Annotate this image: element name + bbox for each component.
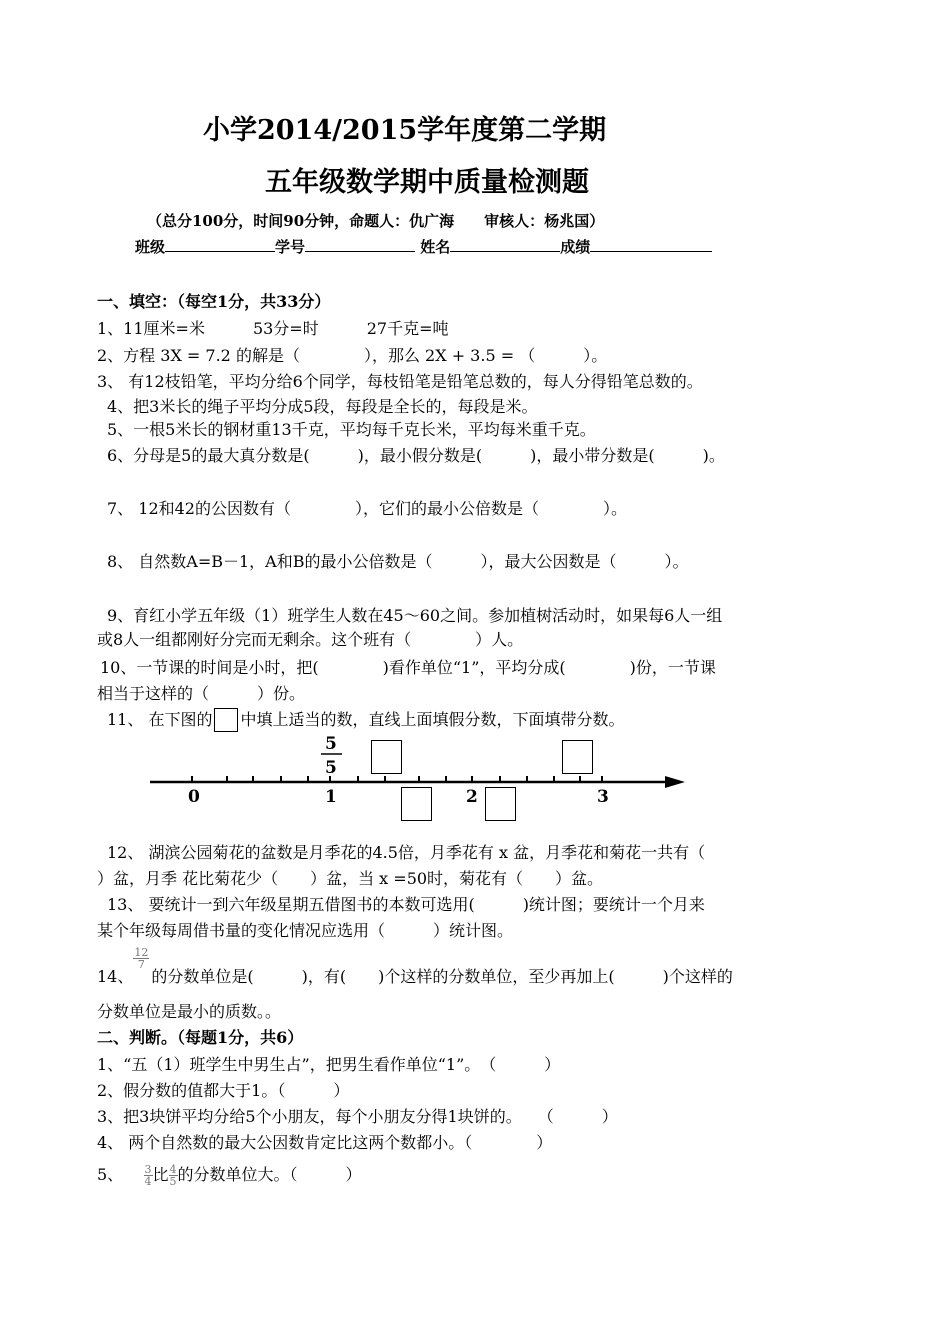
question-5: 5、一根5米长的钢材重13千克，平均每千克长米，平均每米重千克。 (107, 420, 596, 439)
judge-3: 3、把3块饼平均分给5个小朋友，每个小朋友分得1块饼的。 （ ） (97, 1107, 618, 1126)
answer-box-sample (214, 708, 238, 732)
question-6: 6、分母是5的最大真分数是( )，最小假分数是( )，最小带分数是( )。 (107, 446, 725, 465)
field-class-label: 班级 (135, 238, 166, 256)
question-12-line2: ）盆，月季 花比菊花少（ ）盆，当 x =50时，菊花有（ ）盆。 (97, 869, 604, 888)
question-14-line1 (97, 947, 733, 987)
question-10-line1: 10、一节课的时间是小时，把( )看作单位“1”，平均分成( )份，一节课 (100, 658, 716, 677)
question-14-line2: 分数单位是最小的质数。。 (97, 1002, 282, 1021)
fraction-numerator: 5 (325, 734, 337, 754)
judge-5-suffix: 的分数单位大。（ ） (177, 1165, 362, 1184)
name-field[interactable] (450, 250, 560, 252)
question-14-prefix: 14、 (97, 967, 134, 986)
field-name-label: 姓名 (420, 238, 451, 256)
question-9-line2: 或8人一组都刚好分完而无剩余。这个班有（ ）人。 (97, 630, 524, 649)
fraction-3-4-denominator: 4 (144, 1175, 152, 1188)
judge-5 (97, 1162, 362, 1187)
question-11-before: 11、 在下图的 (107, 710, 213, 729)
title-school-term: 小学2014/2015学年度第二学期 (203, 115, 607, 146)
answer-box-above-1[interactable] (371, 740, 402, 774)
question-11 (107, 707, 624, 732)
section2-heading: 二、判断。（每题1分，共6） (97, 1028, 304, 1047)
tick-label-1: 1 (325, 787, 337, 807)
info-fields (135, 236, 712, 257)
judge-5-mid: 比 (152, 1165, 169, 1184)
question-2: 2、方程 3X = 7.2 的解是（ ），那么 2X + 3.5 = （ ）。 (97, 346, 608, 365)
number-line-arrow (665, 776, 685, 788)
fraction-3-4-numerator: 3 (144, 1163, 152, 1176)
answer-box-below-2[interactable] (485, 787, 516, 821)
answer-box-below-1[interactable] (401, 787, 432, 821)
title-exam: 五年级数学期中质量检测题 (265, 167, 589, 198)
class-field[interactable] (165, 250, 275, 252)
question-9-line1: 9、育红小学五年级（1）班学生人数在45～60之间。参加植树活动时，如果每6人一组 (107, 606, 723, 625)
answer-box-above-2[interactable] (562, 740, 593, 774)
question-1: 1、11厘米=米 53分=时 27千克=吨 (97, 319, 449, 338)
fraction-denominator: 5 (325, 758, 337, 778)
score-field[interactable] (590, 250, 712, 252)
question-11-after: 中填上适当的数，直线上面填假分数，下面填带分数。 (240, 710, 625, 729)
section1-heading: 一、填空：（每空1分，共33分） (97, 292, 331, 311)
question-7: 7、 12和42的公因数有（ ），它们的最小公倍数是（ ）。 (107, 499, 627, 518)
question-12-line1: 12、 湖滨公园菊花的盆数是月季花的4.5倍，月季花有 x 盆，月季花和菊花一共有（ (107, 843, 706, 862)
fraction-12-7-denominator: 7 (137, 958, 145, 971)
question-14-text: 的分数单位是( )，有( )个这样的分数单位，至少再加上( )个这样的 (151, 967, 733, 986)
number-field[interactable] (305, 250, 415, 252)
fraction-12-7-numerator: 12 (134, 946, 149, 959)
question-13-line2: 某个年级每周借书量的变化情况应选用（ ）统计图。 (97, 921, 514, 940)
fraction-4-5-denominator: 5 (169, 1175, 177, 1188)
fraction-12-7 (133, 947, 149, 970)
question-3: 3、 有12枝铅笔，平均分给6个同学，每枝铅笔是铅笔总数的，每人分得铅笔总数的。 (97, 372, 703, 391)
question-13-line1: 13、 要统计一到六年级星期五借图书的本数可选用( )统计图；要统计一个月来 (107, 895, 705, 914)
judge-1: 1、“五（1）班学生中男生占”，把男生看作单位“1”。 （ ） (97, 1055, 561, 1074)
judge-5-prefix: 5、 (97, 1165, 124, 1184)
tick-label-0: 0 (188, 787, 200, 807)
judge-2: 2、假分数的值都大于1。（ ） (97, 1081, 350, 1100)
question-10-line2: 相当于这样的（ ）份。 (97, 684, 306, 703)
tick-label-2: 2 (466, 787, 478, 807)
tick-label-3: 3 (597, 787, 609, 807)
question-4: 4、把3米长的绳子平均分成5段，每段是全长的，每段是米。 (107, 397, 538, 416)
exam-meta: （总分100分，时间90分钟，命题人：仇广海 审核人：杨兆国） (147, 212, 605, 230)
field-score-label: 成绩 (560, 238, 591, 256)
fraction-4-5 (169, 1164, 178, 1187)
field-number-label: 学号 (275, 238, 306, 256)
question-8: 8、 自然数A=B－1，A和B的最小公倍数是（ ），最大公因数是（ ）。 (107, 552, 689, 571)
fraction-3-4 (144, 1164, 153, 1187)
judge-4: 4、 两个自然数的最大公因数肯定比这两个数都小。（ ） (97, 1133, 553, 1152)
fraction-4-5-numerator: 4 (169, 1163, 177, 1176)
